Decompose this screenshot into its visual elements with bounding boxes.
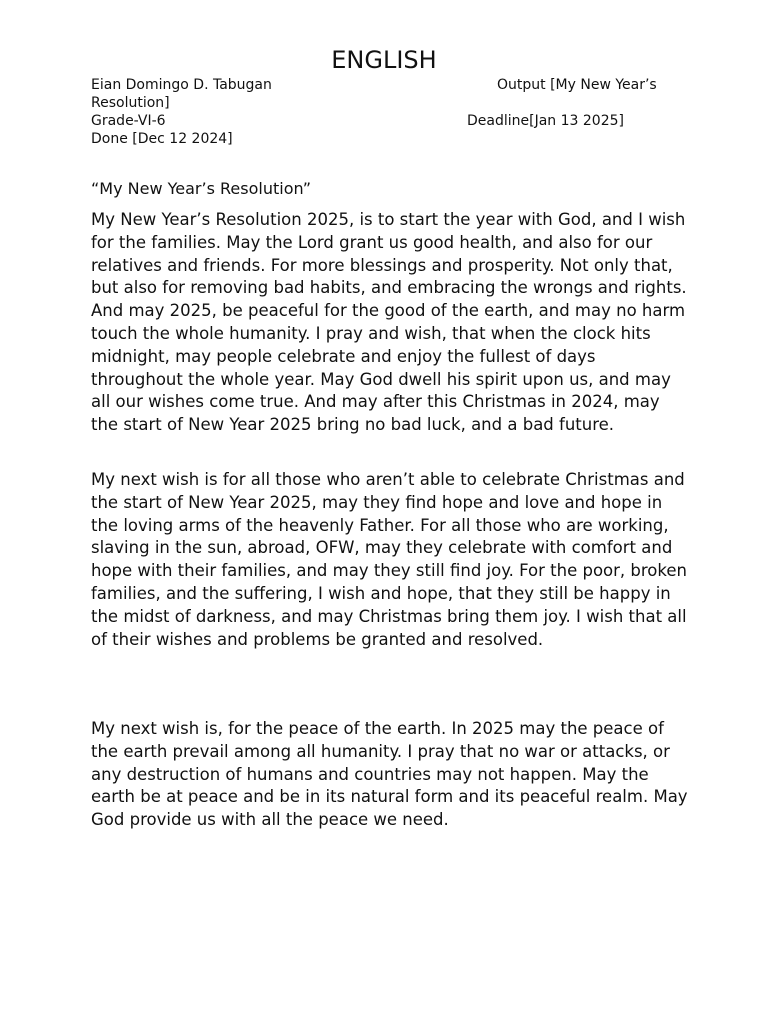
subject-heading: ENGLISH <box>331 46 437 74</box>
deadline-date: Deadline[Jan 13 2025] <box>467 113 624 129</box>
output-label-continued: Resolution] <box>91 95 170 111</box>
output-label: Output [My New Year’s <box>497 77 657 93</box>
essay-paragraph-1: My New Year’s Resolution 2025, is to start the year with God, and I wish for the families. May the Lord grant us good health, and also for our relatives and friends. For more blessings and prosperity. Not only that, but also for removing bad habits, and embracing the wrongs and rights. And may 2025, be peaceful for the good of the earth, and may no harm touch the whole humanity. I pray and wish, that when the clock hits midnight, may people celebrate and enjoy the fullest of days throughout the whole year. May God dwell his spirit upon us, and may all our wishes come true. And may after this Christmas in 2024, may the start of New Year 2025 bring no bad luck, and a bad future. <box>91 210 687 435</box>
essay-paragraph-2: My next wish is for all those who aren’t able to celebrate Christmas and the start of New Year 2025, may they find hope and love and hope in the loving arms of the heavenly Father. For all those who are working, slaving in the sun, abroad, OFW, may they celebrate with comfort and hope with their families, and may they still find joy. For the poor, broken families, and the suffering, I wish and hope, that they still be happy in the midst of darkness, and may Christmas bring them joy. I wish that all of their wishes and problems be granted and resolved. <box>91 470 687 649</box>
essay-title: “My New Year’s Resolution” <box>91 179 312 198</box>
student-name: Eian Domingo D. Tabugan <box>91 77 272 93</box>
essay-paragraph-3: My next wish is, for the peace of the earth. In 2025 may the peace of the earth prevail among all humanity. I pray that no war or attacks, or any destruction of humans and countries may not happen. May the earth be at peace and be in its natural form and its peaceful realm. May God provide us with all the peace we need. <box>91 719 688 830</box>
grade-section: Grade-VI-6 <box>91 113 166 129</box>
done-date: Done [Dec 12 2024] <box>91 131 233 147</box>
